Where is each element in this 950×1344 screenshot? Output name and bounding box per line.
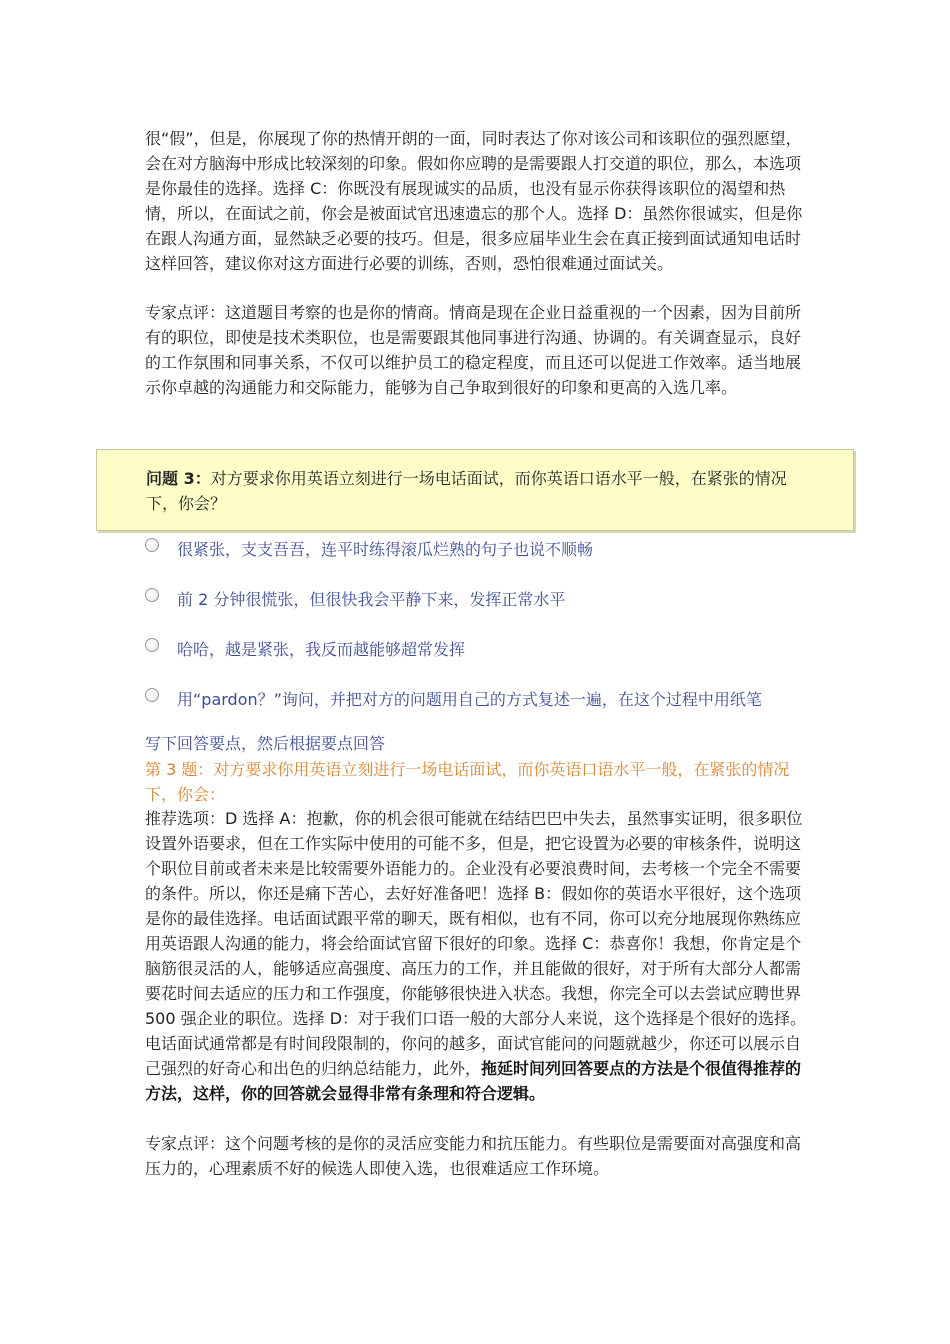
option-a[interactable] (145, 538, 825, 562)
question-text (146, 466, 806, 516)
question-body: 对方要求你用英语立刻进行一场电话面试，而你英语口语水平一般，在紧张的情况下，你会？ (146, 469, 787, 513)
option-c[interactable] (145, 638, 825, 662)
expert-comment-1: 专家点评：这道题目考察的也是你的情商。情商是现在企业日益重视的一个因素，因为目前所有的职位，即使是技术类职位，也是需要跟其他同事进行沟通、协调的。有关调查显示，良好的工作氛围和同事关系，不仅可以维护员工的稳定程度，而且还可以促进工作效率。适当地展示你卓越的沟通能力和交际能力，能够为自己争取到很好的印象和更高的入选几率。 (145, 303, 802, 397)
option-c-label: 哈哈，越是紧张，我反而越能够超常发挥 (177, 640, 466, 659)
answer-heading: 第 3 题：对方要求你用英语立刻进行一场电话面试，而你英语口语水平一般，在紧张的情况下，你会： (145, 760, 790, 804)
radio-button-icon[interactable] (145, 538, 159, 552)
option-b-label: 前 2 分钟很慌张，但很快我会平静下来，发挥正常水平 (177, 590, 566, 609)
question-box (96, 449, 854, 531)
intro-paragraph: 很“假”，但是，你展现了你的热情开朗的一面，同时表达了你对该公司和该职位的强烈愿望，会在对方脑海中形成比较深刻的印象。假如你应聘的是需要跟人打交道的职位，那么，本选项是你最佳的选择。选择 C：你既没有展现诚实的品质，也没有显示你获得该职位的渴望和热情，所以，在面试之前，你会是被面试官迅速遗忘的那个人。选择 D：虽然你很诚实，但是你在跟人沟通方面，显然缺乏必要的技巧。但是，很多应届毕业生会在真正接到面试通知电话时这样回答，建议你对这方面进行必要的训练，否则，恐怕很难通过面试关。 (145, 129, 803, 273)
answer-emphasis: 拖延时间列回答要点的方法是个很值得推荐的方法，这样，你的回答就会显得非常有条理和符合逻辑。 (145, 1059, 802, 1103)
expert-comment-2: 专家点评：这个问题考核的是你的灵活应变能力和抗压能力。有些职位是需要面对高强度和高压力的，心理素质不好的候选人即使入选，也很难适应工作环境。 (145, 1134, 802, 1178)
option-d-label: 用“pardon？”询问，并把对方的问题用自己的方式复述一遍，在这个过程中用纸笔 (177, 690, 762, 709)
radio-button-icon[interactable] (145, 688, 159, 702)
radio-button-icon[interactable] (145, 638, 159, 652)
question-label: 问题 3： (146, 469, 211, 488)
radio-button-icon[interactable] (145, 588, 159, 602)
option-d[interactable] (145, 688, 825, 712)
answer-paragraph (145, 806, 807, 1106)
option-d-continuation: 写下回答要点，然后根据要点回答 (145, 734, 386, 753)
answer-body: 推荐选项：D 选择 A：抱歉，你的机会很可能就在结结巴巴中失去，虽然事实证明，很多职位设置外语要求，但在工作实际中使用的可能不多，但是，把它设置为必要的审核条件，说明这个职位目前或者未来是比较需要外语能力的。企业没有必要浪费时间，去考核一个完全不需要的条件。所以，你还是痛下苦心，去好好准备吧！选择 B：假如你的英语水平很好，这个选项是你的最佳选择。电话面试跟平常的聊天，既有相似，也有不同，你可以充分地展现你熟练应用英语跟人沟通的能力，将会给面试官留下很好的印象。选择 C：恭喜你！我想，你肯定是个脑筋很灵活的人，能够适应高强度、高压力的工作，并且能做的很好，对于所有大部分人都需要花时间去适应的压力和工作强度，你能够很快进入状态。我想，你完全可以去尝试应聘世界 500 强企业的职位。选择 D：对于我们口语一般的大部分人来说，这个选择是个很好的选择。电话面试通常都是有时间段限制的，你问的越多，面试官能问的问题就越少，你还可以展示自己强烈的好奇心和出色的归纳总结能力，此外， (145, 809, 807, 1078)
option-b[interactable] (145, 588, 825, 612)
option-a-label: 很紧张，支支吾吾，连平时练得滚瓜烂熟的句子也说不顺畅 (177, 540, 594, 559)
